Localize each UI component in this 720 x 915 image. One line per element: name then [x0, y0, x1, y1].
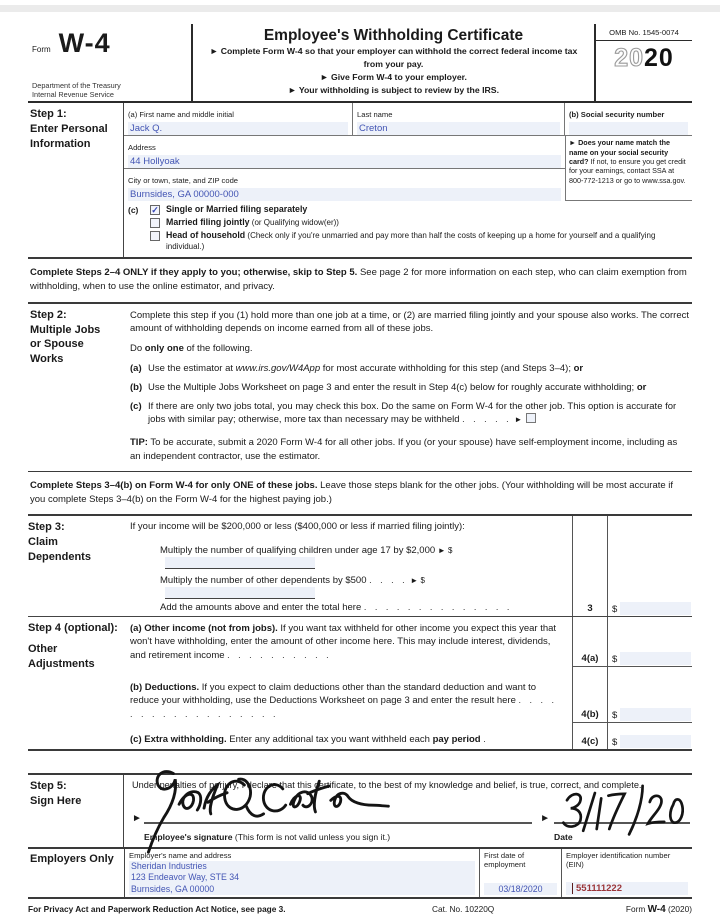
leader-dots: . . . . . . . . . . . . . . [363, 602, 513, 613]
first-date-field[interactable]: 03/18/2020 [484, 883, 557, 895]
step2-item-a: (a) Use the estimator at www.irs.gov/W4App for most accurate withholding for this step (and Steps 3–4); or [130, 362, 584, 374]
leader-dots: . . . . [369, 575, 408, 586]
dollar-sign: $ [612, 737, 618, 749]
omb-number: OMB No. 1545-0074 [596, 24, 692, 41]
employer-name-line: Sheridan Industries [131, 860, 207, 871]
step3-total-line: Add the amounts above and enter the total here . . . . . . . . . . . . . . [160, 602, 513, 614]
step2-section [28, 304, 692, 472]
signature-arrow-icon: ► [132, 812, 142, 824]
first-name-field[interactable]: Jack Q. [128, 122, 348, 135]
line4b-number: 4(b) [572, 667, 608, 723]
step3-subtitle: Claim Dependents [28, 535, 91, 563]
leader-dots: . [483, 734, 489, 745]
step4-subtitle: Other Adjustments [28, 642, 95, 670]
step3-intro: If your income will be $200,000 or less ($400,000 or less if married filing jointly): [130, 521, 465, 533]
steps-3-4b-notice [28, 472, 692, 517]
line4a-number: 4(a) [572, 617, 608, 667]
step2-item-b: (b) Use the Multiple Jobs Worksheet on page 3 and enter the result in Step 4(c) below for roughly accurate withholding; or [130, 381, 647, 393]
estimator-link[interactable]: www.irs.gov/W4App [235, 362, 321, 374]
line3-number: 3 [572, 594, 608, 616]
step5-label [28, 775, 124, 847]
step2-subtitle: Multiple Jobs or Spouse Works [30, 323, 101, 366]
tax-year-bold: 20 [644, 44, 674, 72]
first-date-label: First date of employment [484, 850, 526, 869]
notice24-bold: Complete Steps 2–4 ONLY if they apply to you; otherwise, skip to Step 5. [30, 267, 358, 279]
step1-label [28, 103, 124, 257]
header-bullet-1: ► Complete Form W-4 so that your employer can withhold the correct federal income tax from your pay. [209, 46, 578, 70]
step2-title: Step 2: [30, 308, 67, 321]
checkbox-married-jointly[interactable] [150, 218, 160, 228]
step4c-text: (c) Extra withholding. Enter any additional tax you want withheld each pay period . [130, 734, 489, 746]
step2-item-b-num: (b) [130, 381, 143, 393]
option-single-label: Single or Married filing separately [166, 204, 308, 215]
employer-name-label: Employer's name and address [129, 850, 232, 860]
step1-title: Step 1: [30, 108, 67, 121]
employer-street-line: 123 Endeavor Way, STE 34 [131, 872, 240, 883]
step4c-field[interactable] [620, 735, 691, 748]
tax-year-outline: 20 [614, 44, 644, 72]
date-caption: Date [554, 831, 573, 842]
form-word: Form [32, 45, 51, 54]
step4-title: Step 4 (optional): [28, 622, 118, 635]
step4b-text: (b) Deductions. If you expect to claim deductions other than the standard deduction and want to reduce your withholding, use the Deductions Worksheet on page 3 and enter the result here . . . . . . . . . . . . . . . . . . [130, 682, 558, 719]
city-field[interactable]: Burnsides, GA 00000-000 [128, 188, 561, 201]
step3-section [28, 516, 692, 617]
date-ink [558, 782, 684, 840]
notice34-bold: Complete Steps 3–4(b) on Form W-4 for only ONE of these jobs. [30, 479, 318, 491]
form-title: Employee's Withholding Certificate [263, 27, 524, 44]
last-name-label: Last name [357, 110, 393, 120]
option-hoh-label: Head of household [166, 230, 246, 241]
text-cursor [572, 883, 573, 894]
steps-2-4-notice [28, 259, 692, 304]
option-hoh-row [150, 230, 692, 252]
step4a-field[interactable] [620, 652, 691, 665]
step3-title: Step 3: [28, 521, 65, 534]
employer-name-address-field[interactable] [129, 861, 475, 895]
ssn-field[interactable] [569, 122, 688, 135]
step5-subtitle: Sign Here [30, 794, 82, 807]
address-field[interactable]: 44 Hollyoak [128, 155, 561, 168]
option-married-label: Married filing jointly [166, 217, 250, 228]
leader-dots: . . . . . . . . . . [227, 649, 332, 660]
option-married-row [150, 217, 692, 228]
step2-item-a-num: (a) [130, 362, 142, 374]
option-hoh-rest: (Check only if you're unmarried and pay more than half the costs of keeping up a home for yourself and a qualifying individual.) [166, 231, 656, 252]
step2-do-only-one: Do only one of the following. [130, 343, 253, 355]
signature-caption: Employee's signature (This form is not valid unless you sign it.) [144, 831, 391, 842]
step4-section [28, 617, 692, 751]
dollar-sign: $ [612, 710, 618, 722]
header-bullet-3: ► Your withholding is subject to review by the IRS. [287, 85, 499, 96]
leader-dots: . . . . . . . . . . . . . . . . . . [130, 695, 558, 719]
privacy-notice: For Privacy Act and Paperwork Reduction Act Notice, see page 3. [28, 904, 286, 915]
dollar-sign: $ [612, 654, 618, 666]
tax-year [596, 41, 692, 73]
form-number: W-4 [58, 28, 111, 58]
address-label: Address [128, 143, 156, 153]
step3-label [28, 520, 122, 565]
line4c-number: 4(c) [572, 723, 608, 749]
last-name-field[interactable]: Creton [357, 122, 560, 135]
step3-total-field[interactable] [620, 602, 691, 615]
step2-item-c: (c) If there are only two jobs total, you may check this box. Do the same on Form W-4 for the other job. This option is accurate for jobs with similar pay; otherwise, more tax than necessary may be withheld . . . . . ► [130, 400, 677, 426]
step4b-field[interactable] [620, 708, 691, 721]
dollar-sign: $ [612, 604, 618, 616]
step2-item-c-num: (c) [130, 400, 142, 412]
first-name-label: (a) First name and middle initial [128, 110, 234, 120]
city-label: City or town, state, and ZIP code [128, 176, 239, 186]
step2-tip [130, 436, 690, 464]
step1-section [28, 103, 692, 259]
tip-rest: To be accurate, submit a 2020 Form W-4 for all other jobs. If you (or your spouse) have self-employment income, including as an independent contractor, use the estimator. [130, 437, 678, 462]
step1-subtitle: Enter Personal Information [30, 123, 108, 150]
arrow-dollar-2: ► $ [410, 576, 425, 586]
step3-dependents-line: Multiply the number of other dependents by $500 . . . . ► $ [28, 564, 572, 594]
ssa-note-bold: ► Does your name match the name on your social security card? [569, 138, 670, 166]
step3-children-line: Multiply the number of qualifying children under age 17 by $2,000 ► $ [28, 534, 572, 564]
option-single-row [150, 204, 692, 215]
ein-label: Employer identification number (EIN) [566, 850, 671, 869]
step2-label [28, 304, 130, 471]
header-bullet-2: ► Give Form W-4 to your employer. [320, 72, 467, 83]
arrow-marker-icon: ► [514, 415, 523, 425]
step5-title: Step 5: [30, 780, 67, 793]
w4-form-page [28, 24, 692, 915]
form-footer-id: Form W-4 (2020) [625, 904, 692, 915]
arrow-dollar-1: ► $ [437, 546, 453, 556]
form-footer [28, 899, 692, 915]
step5-section [28, 773, 692, 849]
two-jobs-checkbox[interactable] [526, 413, 536, 423]
notice34-rest: Leave those steps blank for the other jobs. (Your withholding will be most accurate if you complete Steps 3–4(b) on the Form W-4 for the highest paying job.) [30, 479, 674, 505]
checkbox-head-of-household[interactable] [150, 231, 160, 241]
ein-field[interactable]: 551111222 [566, 882, 688, 895]
date-arrow-icon: ► [540, 812, 550, 824]
step4-label [28, 621, 122, 672]
filing-status-tag: (c) [128, 205, 139, 216]
dept-irs: Internal Revenue Service [32, 90, 114, 100]
option-married-rest: (or Qualifying widow(er)) [249, 218, 339, 228]
dept-treasury: Department of the Treasury [32, 80, 121, 90]
ssa-name-match-note [565, 136, 692, 201]
form-id-block [28, 24, 193, 101]
ssa-note-rest: If not, to ensure you get credit for your earnings, contact SSA at 800-772-1213 or go to www.ssa.gov. [569, 156, 686, 185]
perjury-statement: Under penalties of perjury, I declare that this certificate, to the best of my knowledge and belief, is true, correct, and complete. [132, 780, 642, 791]
form-header [28, 24, 692, 103]
ssn-label: (b) Social security number [569, 110, 665, 120]
notice24-rest: See page 2 for more information on each step, who can claim exemption from withholding, when to use the online estimator, and privacy. [30, 267, 687, 293]
checkbox-single[interactable]: ✓ [151, 205, 159, 216]
employers-only-label: Employers Only [30, 852, 114, 865]
tip-bold: TIP: [130, 437, 148, 449]
employee-signature-ink [138, 762, 393, 858]
leader-dots: . . . . . [462, 414, 512, 425]
step4a-text: (a) Other income (not from jobs). If you want tax withheld for other income you expect this year that won't have withholding, enter the amount of other income here. This may include interest, dividends, and retirement income . . . . . . . . . . [130, 623, 557, 661]
scan-artifact-strip [0, 5, 720, 12]
employer-city-line: Burnsides, GA 00000 [131, 883, 215, 894]
step2-paragraph-1: Complete this step if you (1) hold more than one job at a time, or (2) are married filing jointly and your spouse also works. The correct amount of withholding depends on income earned from all of these jobs. [130, 309, 690, 335]
catalog-number: Cat. No. 10220Q [432, 904, 495, 915]
